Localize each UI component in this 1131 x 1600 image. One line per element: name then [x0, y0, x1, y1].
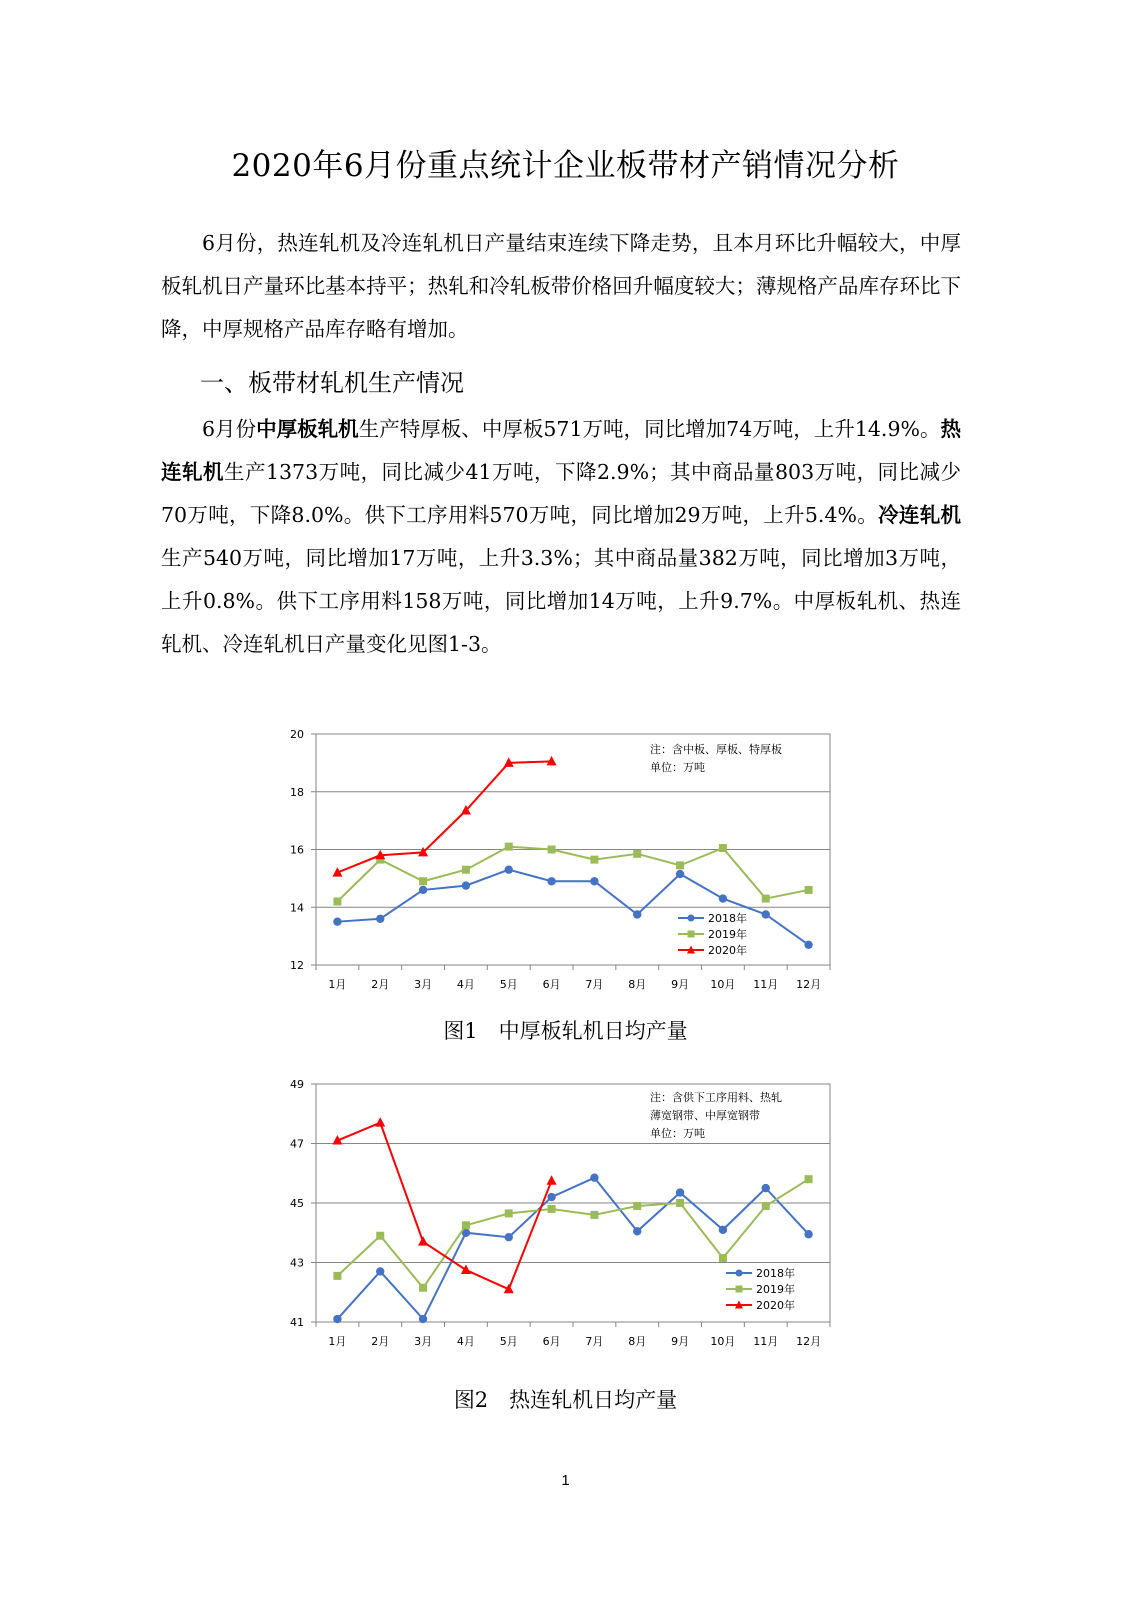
x-tick-label: 9月: [671, 1335, 690, 1348]
data-point: [548, 1205, 556, 1213]
data-point: [547, 877, 555, 885]
data-point: [462, 881, 470, 889]
chart-hot-mill: [270, 1075, 850, 1360]
legend-label: 2020年: [708, 944, 747, 957]
data-point: [676, 1199, 684, 1207]
section-heading: 一、板带材轧机生产情况: [200, 369, 464, 397]
legend-label: 2019年: [756, 1283, 795, 1296]
para-text: 生产特厚板、中厚板571万吨，同比增加74万吨，上升14.9%。: [358, 417, 941, 441]
data-point: [462, 866, 470, 874]
data-point: [462, 1221, 470, 1229]
y-tick-label: 43: [290, 1256, 304, 1270]
data-point: [762, 895, 770, 903]
y-tick-label: 47: [290, 1137, 304, 1151]
y-tick-label: 14: [290, 901, 304, 915]
data-point: [505, 843, 513, 851]
data-point: [461, 1264, 471, 1274]
x-tick-label: 5月: [499, 978, 518, 991]
page-title: 2020年6月份重点统计企业板带材产销情况分析: [231, 148, 900, 184]
data-point: [505, 1209, 513, 1217]
intro-paragraph: [161, 222, 961, 351]
y-tick-label: 18: [290, 785, 304, 799]
data-point: [418, 1236, 428, 1246]
x-tick-label: 9月: [671, 978, 690, 991]
para-text: 6月份: [202, 417, 257, 441]
data-point: [633, 850, 641, 858]
data-point: [590, 877, 598, 885]
legend-label: 2018年: [756, 1267, 795, 1280]
data-point: [333, 917, 341, 925]
para-bold-plate-mill: 中厚板轧机: [256, 417, 359, 441]
data-point: [676, 870, 684, 878]
series-line-2019年: [337, 847, 808, 902]
intro-text: 6月份，热连轧机及冷连轧机日产量结束连续下降走势，且本月环比升幅较大，中厚板轧机日产量环比基本持平；热轧和冷轧板带价格回升幅度较大；薄规格产品库存环比下降，中厚规格产品库存略有增加。: [161, 231, 961, 341]
data-point: [633, 1227, 641, 1235]
data-point: [547, 1175, 557, 1185]
legend-marker: [688, 931, 695, 938]
y-tick-label: 12: [290, 959, 304, 972]
x-tick-label: 2月: [371, 978, 390, 991]
data-point: [590, 1211, 598, 1219]
data-point: [376, 915, 384, 923]
legend-label: 2020年: [756, 1299, 795, 1312]
chart-note: 薄宽钢带、中厚宽钢带: [650, 1109, 760, 1122]
x-tick-label: 1月: [328, 1335, 347, 1348]
data-point: [590, 856, 598, 864]
data-point: [419, 877, 427, 885]
x-tick-label: 6月: [542, 1335, 561, 1348]
data-point: [505, 1233, 513, 1241]
para-bold-cold-mill: 冷连轧机: [878, 503, 962, 527]
chart-note: 注：含中板、厚板、特厚板: [650, 743, 782, 756]
chart2-caption: 图2 热连轧机日均产量: [453, 1388, 678, 1412]
para-text: 生产1373万吨，同比减少41万吨，下降2.9%；其中商品量803万吨，同比减少70万吨，下降8.0%。供下工序用料570万吨，同比增加29万吨，上升5.4%。: [161, 460, 962, 527]
page-number: 1: [561, 1472, 570, 1489]
data-point: [419, 886, 427, 894]
data-point: [719, 1226, 727, 1234]
series-line-2020年: [337, 1123, 551, 1290]
x-tick-label: 3月: [414, 1335, 433, 1348]
data-point: [804, 941, 812, 949]
data-point: [419, 1284, 427, 1292]
data-point: [719, 894, 727, 902]
data-point: [676, 1188, 684, 1196]
chart-note: 注：含供下工序用料、热轧: [650, 1091, 782, 1104]
data-point: [333, 1272, 341, 1280]
data-point: [333, 897, 341, 905]
data-point: [376, 1267, 384, 1275]
x-tick-label: 12月: [796, 1335, 822, 1348]
series-line-2020年: [337, 761, 551, 872]
chart-note: 单位：万吨: [650, 761, 705, 774]
x-tick-label: 8月: [628, 1335, 647, 1348]
para-text: 生产540万吨，同比增加17万吨，上升3.3%；其中商品量382万吨，同比增加3万吨，上升0.8%。供下工序用料158万吨，同比增加14万吨，上升9.7%。中厚板轧机、热连轧机、冷连轧机日产量变化见图1-3。: [161, 546, 961, 656]
data-point: [376, 1232, 384, 1240]
x-tick-label: 4月: [456, 978, 475, 991]
data-point: [805, 1175, 813, 1183]
legend-marker: [736, 1286, 743, 1293]
y-tick-label: 45: [290, 1197, 304, 1210]
data-point: [419, 1315, 427, 1323]
x-tick-label: 11月: [753, 1335, 779, 1348]
data-point: [333, 1315, 341, 1323]
data-point: [375, 1117, 385, 1127]
data-point: [633, 910, 641, 918]
data-point: [547, 1193, 555, 1201]
data-point: [804, 1230, 812, 1238]
data-point: [676, 861, 684, 869]
x-tick-label: 7月: [585, 1335, 604, 1348]
data-point: [505, 866, 513, 874]
x-tick-label: 5月: [499, 1335, 518, 1348]
y-tick-label: 49: [290, 1078, 304, 1091]
x-tick-label: 8月: [628, 978, 647, 991]
x-tick-label: 1月: [328, 978, 347, 991]
data-point: [633, 1202, 641, 1210]
data-point: [762, 1202, 770, 1210]
chart-plate-mill: [270, 722, 850, 1007]
x-tick-label: 7月: [585, 978, 604, 991]
legend-label: 2018年: [708, 912, 747, 925]
legend-marker: [688, 915, 695, 922]
chart-note: 单位：万吨: [650, 1127, 705, 1140]
y-tick-label: 20: [290, 728, 304, 741]
data-point: [762, 910, 770, 918]
para-bold-hot-mill: 热连轧机: [161, 417, 962, 484]
section-paragraph: [161, 408, 961, 666]
legend-label: 2019年: [708, 928, 747, 941]
data-point: [719, 844, 727, 852]
x-tick-label: 10月: [710, 1335, 736, 1348]
x-tick-label: 2月: [371, 1335, 390, 1348]
data-point: [548, 846, 556, 854]
x-tick-label: 6月: [542, 978, 561, 991]
x-tick-label: 12月: [796, 978, 822, 991]
data-point: [805, 886, 813, 894]
x-tick-label: 4月: [456, 1335, 475, 1348]
data-point: [719, 1254, 727, 1262]
data-point: [762, 1184, 770, 1192]
x-tick-label: 10月: [710, 978, 736, 991]
chart1-caption: 图1 中厚板轧机日均产量: [443, 1019, 688, 1043]
y-tick-label: 41: [290, 1316, 304, 1329]
legend-marker: [736, 1270, 743, 1277]
x-tick-label: 3月: [414, 978, 433, 991]
y-tick-label: 16: [290, 843, 304, 857]
x-tick-label: 11月: [753, 978, 779, 991]
data-point: [590, 1174, 598, 1182]
